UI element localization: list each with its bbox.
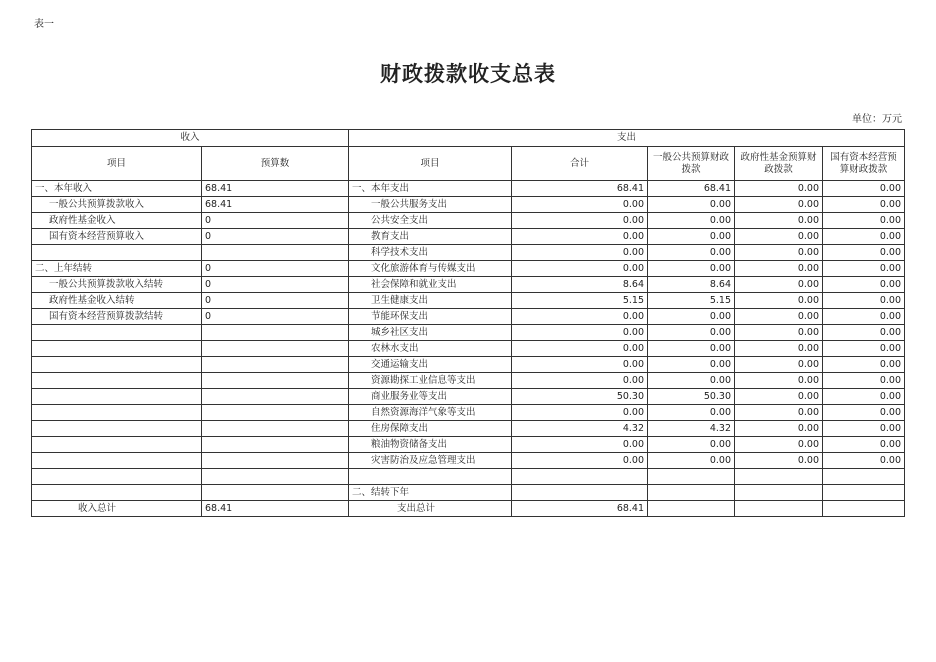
total-cell: 0.00 bbox=[512, 453, 648, 469]
general-budget-cell: 50.30 bbox=[648, 389, 735, 405]
fund-budget-header: 政府性基金预算财政拨款 bbox=[735, 147, 823, 181]
expense-item-cell: 交通运输支出 bbox=[349, 357, 512, 373]
total-cell: 0.00 bbox=[512, 213, 648, 229]
expense-item-cell: 公共安全支出 bbox=[349, 213, 512, 229]
expense-item-cell: 商业服务业等支出 bbox=[349, 389, 512, 405]
general-budget-cell: 8.64 bbox=[648, 277, 735, 293]
fund-budget-cell: 0.00 bbox=[735, 405, 823, 421]
expense-item-cell: 资源勘探工业信息等支出 bbox=[349, 373, 512, 389]
income-value-cell bbox=[202, 453, 349, 469]
income-item-cell bbox=[32, 485, 202, 501]
table-row bbox=[32, 277, 905, 293]
total-cell bbox=[512, 469, 648, 485]
totals-row bbox=[32, 501, 905, 517]
fund-budget-cell: 0.00 bbox=[735, 453, 823, 469]
income-item-cell: 政府性基金收入 bbox=[32, 213, 202, 229]
income-value-cell bbox=[202, 245, 349, 261]
table-row bbox=[32, 453, 905, 469]
expense-item-cell bbox=[349, 469, 512, 485]
expense-item-cell: 教育支出 bbox=[349, 229, 512, 245]
general-budget-cell: 0.00 bbox=[648, 245, 735, 261]
state-capital-header: 国有资本经营预算财政拨款 bbox=[823, 147, 905, 181]
income-value-cell bbox=[202, 421, 349, 437]
income-value-cell: 0 bbox=[202, 261, 349, 277]
state-capital-cell: 0.00 bbox=[823, 437, 905, 453]
expense-total-value: 68.41 bbox=[512, 501, 648, 517]
total-cell: 5.15 bbox=[512, 293, 648, 309]
general-budget-cell: 0.00 bbox=[648, 197, 735, 213]
total-cell: 50.30 bbox=[512, 389, 648, 405]
fund-budget-cell: 0.00 bbox=[735, 293, 823, 309]
expense-item-cell: 卫生健康支出 bbox=[349, 293, 512, 309]
state-capital-cell: 0.00 bbox=[823, 229, 905, 245]
general-budget-cell: 0.00 bbox=[648, 229, 735, 245]
expense-item-cell: 二、结转下年 bbox=[349, 485, 512, 501]
state-capital-cell: 0.00 bbox=[823, 325, 905, 341]
fund-budget-cell: 0.00 bbox=[735, 389, 823, 405]
income-item-cell bbox=[32, 437, 202, 453]
state-capital-cell: 0.00 bbox=[823, 453, 905, 469]
state-capital-cell: 0.00 bbox=[823, 261, 905, 277]
income-value-cell: 68.41 bbox=[202, 197, 349, 213]
general-budget-cell: 0.00 bbox=[648, 309, 735, 325]
income-value-cell: 0 bbox=[202, 277, 349, 293]
unit-label: 单位：万元 bbox=[852, 114, 902, 125]
general-budget-cell: 0.00 bbox=[648, 341, 735, 357]
general-budget-cell: 0.00 bbox=[648, 325, 735, 341]
income-value-cell bbox=[202, 341, 349, 357]
general-budget-cell bbox=[648, 485, 735, 501]
fund-budget-cell: 0.00 bbox=[735, 213, 823, 229]
total-cell bbox=[512, 485, 648, 501]
table-row bbox=[32, 437, 905, 453]
expense-item-cell: 灾害防治及应急管理支出 bbox=[349, 453, 512, 469]
general-budget-cell: 4.32 bbox=[648, 421, 735, 437]
general-budget-header: 一般公共预算财政拨款 bbox=[648, 147, 735, 181]
total-cell: 0.00 bbox=[512, 245, 648, 261]
total-cell: 0.00 bbox=[512, 229, 648, 245]
income-value-cell bbox=[202, 469, 349, 485]
total-cell: 0.00 bbox=[512, 341, 648, 357]
table-row bbox=[32, 469, 905, 485]
total-cell: 0.00 bbox=[512, 357, 648, 373]
state-capital-cell: 0.00 bbox=[823, 389, 905, 405]
fund-budget-cell: 0.00 bbox=[735, 341, 823, 357]
fund-budget-cell: 0.00 bbox=[735, 373, 823, 389]
income-item-cell bbox=[32, 325, 202, 341]
fund-budget-cell: 0.00 bbox=[735, 357, 823, 373]
expense-item-header: 项目 bbox=[349, 147, 512, 181]
table-body bbox=[32, 130, 905, 517]
income-item-cell bbox=[32, 357, 202, 373]
general-budget-cell bbox=[648, 469, 735, 485]
income-item-cell bbox=[32, 389, 202, 405]
general-budget-cell: 0.00 bbox=[648, 405, 735, 421]
fund-budget-cell: 0.00 bbox=[735, 229, 823, 245]
table-row bbox=[32, 309, 905, 325]
expense-item-cell: 文化旅游体育与传媒支出 bbox=[349, 261, 512, 277]
fund-budget-cell: 0.00 bbox=[735, 197, 823, 213]
income-item-cell: 国有资本经营预算拨款结转 bbox=[32, 309, 202, 325]
state-capital-cell: 0.00 bbox=[823, 293, 905, 309]
income-item-cell: 一、本年收入 bbox=[32, 181, 202, 197]
expense-item-cell: 城乡社区支出 bbox=[349, 325, 512, 341]
state-capital-cell: 0.00 bbox=[823, 277, 905, 293]
expense-item-cell: 节能环保支出 bbox=[349, 309, 512, 325]
income-item-cell bbox=[32, 469, 202, 485]
page-title: 财政拨款收支总表 bbox=[380, 62, 556, 86]
total-cell: 68.41 bbox=[512, 181, 648, 197]
fund-budget-cell: 0.00 bbox=[735, 245, 823, 261]
total-cell: 0.00 bbox=[512, 437, 648, 453]
state-capital-cell: 0.00 bbox=[823, 373, 905, 389]
table-row bbox=[32, 341, 905, 357]
total-cell: 0.00 bbox=[512, 261, 648, 277]
expense-item-cell: 社会保障和就业支出 bbox=[349, 277, 512, 293]
total-cell: 0.00 bbox=[512, 309, 648, 325]
total-header: 合计 bbox=[512, 147, 648, 181]
total-cell: 4.32 bbox=[512, 421, 648, 437]
table-row bbox=[32, 405, 905, 421]
income-group-header: 收入 bbox=[32, 130, 349, 147]
income-item-header: 项目 bbox=[32, 147, 202, 181]
income-value-cell: 0 bbox=[202, 213, 349, 229]
table-number-label: 表一 bbox=[34, 19, 54, 30]
income-value-cell bbox=[202, 405, 349, 421]
income-value-cell: 68.41 bbox=[202, 181, 349, 197]
expense-item-cell: 农林水支出 bbox=[349, 341, 512, 357]
general-budget-cell: 0.00 bbox=[648, 261, 735, 277]
fund-budget-cell: 0.00 bbox=[735, 325, 823, 341]
state-capital-cell: 0.00 bbox=[823, 213, 905, 229]
expense-group-header: 支出 bbox=[349, 130, 905, 147]
table-row bbox=[32, 245, 905, 261]
income-value-cell bbox=[202, 437, 349, 453]
expense-item-cell: 科学技术支出 bbox=[349, 245, 512, 261]
total-cell: 0.00 bbox=[512, 325, 648, 341]
general-budget-cell: 0.00 bbox=[648, 213, 735, 229]
state-capital-cell: 0.00 bbox=[823, 245, 905, 261]
group-header-row bbox=[32, 130, 905, 147]
fund-total-cell bbox=[735, 501, 823, 517]
income-item-cell: 一般公共预算拨款收入结转 bbox=[32, 277, 202, 293]
general-budget-cell: 0.00 bbox=[648, 357, 735, 373]
general-budget-cell: 0.00 bbox=[648, 453, 735, 469]
state-capital-cell: 0.00 bbox=[823, 357, 905, 373]
income-value-cell bbox=[202, 325, 349, 341]
table-row bbox=[32, 261, 905, 277]
income-value-cell: 0 bbox=[202, 229, 349, 245]
state-capital-cell: 0.00 bbox=[823, 181, 905, 197]
expense-item-cell: 一、本年支出 bbox=[349, 181, 512, 197]
table-row bbox=[32, 485, 905, 501]
income-item-cell bbox=[32, 453, 202, 469]
total-cell: 8.64 bbox=[512, 277, 648, 293]
income-item-cell: 二、上年结转 bbox=[32, 261, 202, 277]
total-cell: 0.00 bbox=[512, 197, 648, 213]
expense-item-cell: 住房保障支出 bbox=[349, 421, 512, 437]
expense-item-cell: 一般公共服务支出 bbox=[349, 197, 512, 213]
expense-total-label: 支出总计 bbox=[349, 501, 512, 517]
fund-budget-cell: 0.00 bbox=[735, 277, 823, 293]
total-cell: 0.00 bbox=[512, 405, 648, 421]
state-total-cell bbox=[823, 501, 905, 517]
income-value-cell: 0 bbox=[202, 309, 349, 325]
fund-budget-cell: 0.00 bbox=[735, 309, 823, 325]
general-budget-cell: 5.15 bbox=[648, 293, 735, 309]
fund-budget-cell: 0.00 bbox=[735, 261, 823, 277]
fiscal-summary-table bbox=[31, 129, 905, 517]
fund-budget-cell: 0.00 bbox=[735, 181, 823, 197]
table-row bbox=[32, 197, 905, 213]
income-total-label: 收入总计 bbox=[32, 501, 202, 517]
income-item-cell: 国有资本经营预算收入 bbox=[32, 229, 202, 245]
table-row bbox=[32, 213, 905, 229]
fund-budget-cell bbox=[735, 485, 823, 501]
income-value-cell bbox=[202, 373, 349, 389]
total-cell: 0.00 bbox=[512, 373, 648, 389]
income-value-cell bbox=[202, 357, 349, 373]
table-row bbox=[32, 293, 905, 309]
income-item-cell bbox=[32, 421, 202, 437]
budget-header: 预算数 bbox=[202, 147, 349, 181]
general-total-cell bbox=[648, 501, 735, 517]
income-item-cell bbox=[32, 245, 202, 261]
state-capital-cell bbox=[823, 485, 905, 501]
fund-budget-cell: 0.00 bbox=[735, 437, 823, 453]
income-item-cell: 一般公共预算拨款收入 bbox=[32, 197, 202, 213]
fund-budget-cell: 0.00 bbox=[735, 421, 823, 437]
general-budget-cell: 0.00 bbox=[648, 373, 735, 389]
state-capital-cell bbox=[823, 469, 905, 485]
state-capital-cell: 0.00 bbox=[823, 341, 905, 357]
income-value-cell: 0 bbox=[202, 293, 349, 309]
income-item-cell bbox=[32, 341, 202, 357]
income-item-cell bbox=[32, 405, 202, 421]
state-capital-cell: 0.00 bbox=[823, 421, 905, 437]
income-item-cell: 政府性基金收入结转 bbox=[32, 293, 202, 309]
table-row bbox=[32, 325, 905, 341]
state-capital-cell: 0.00 bbox=[823, 309, 905, 325]
income-value-cell bbox=[202, 389, 349, 405]
fund-budget-cell bbox=[735, 469, 823, 485]
general-budget-cell: 0.00 bbox=[648, 437, 735, 453]
general-budget-cell: 68.41 bbox=[648, 181, 735, 197]
table-row bbox=[32, 357, 905, 373]
state-capital-cell: 0.00 bbox=[823, 405, 905, 421]
column-header-row bbox=[32, 147, 905, 181]
table-row bbox=[32, 389, 905, 405]
income-total-value: 68.41 bbox=[202, 501, 349, 517]
expense-item-cell: 自然资源海洋气象等支出 bbox=[349, 405, 512, 421]
income-item-cell bbox=[32, 373, 202, 389]
state-capital-cell: 0.00 bbox=[823, 197, 905, 213]
income-value-cell bbox=[202, 485, 349, 501]
table-row bbox=[32, 421, 905, 437]
expense-item-cell: 粮油物资储备支出 bbox=[349, 437, 512, 453]
table-row bbox=[32, 373, 905, 389]
table-row bbox=[32, 181, 905, 197]
table-row bbox=[32, 229, 905, 245]
